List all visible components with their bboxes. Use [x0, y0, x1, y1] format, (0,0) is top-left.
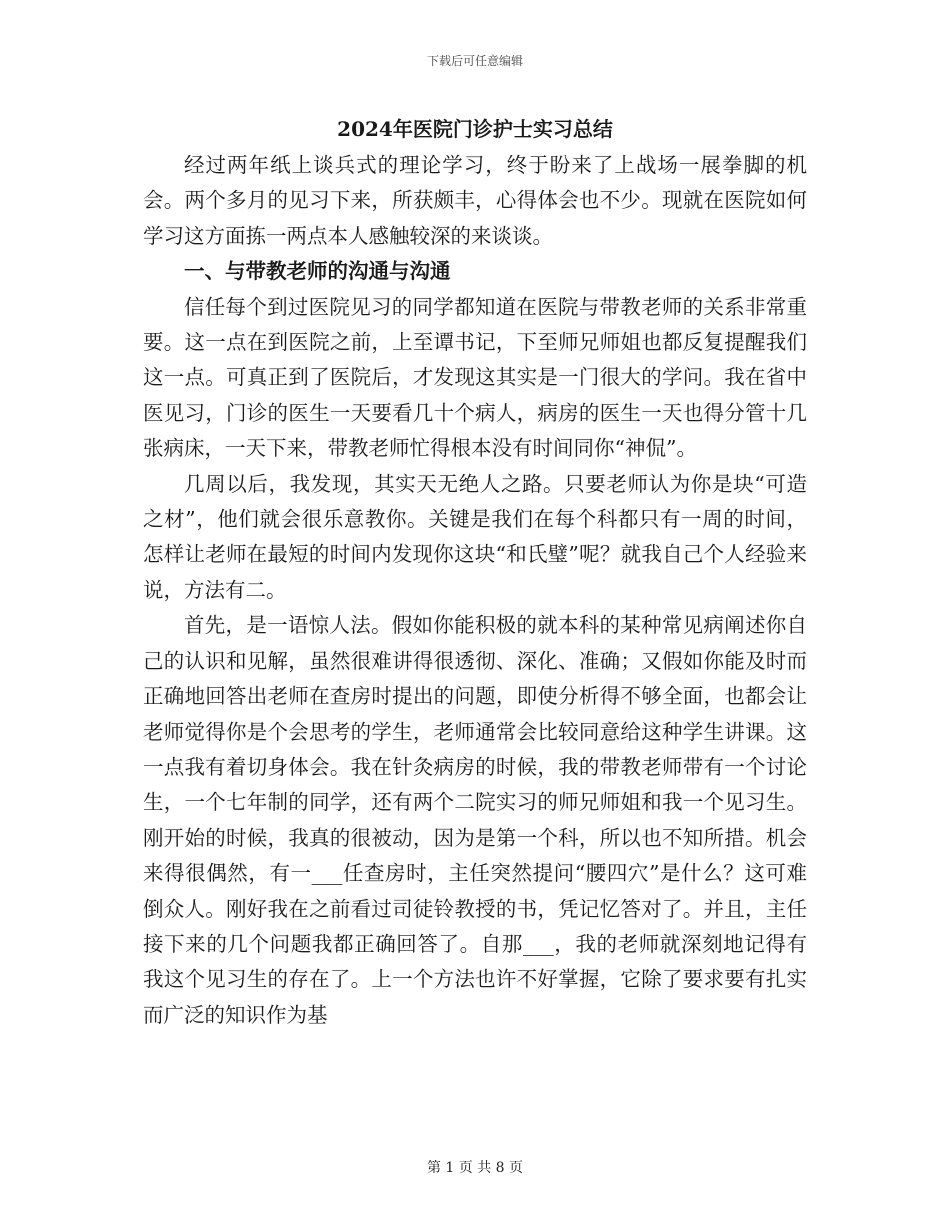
paragraph-intro: 经过两年纸上谈兵式的理论学习，终于盼来了上战场一展拳脚的机会。两个多月的见习下来，所获颇丰，心得体会也不少。现就在医院如何学习这方面拣一两点本人感触较深的来谈谈。: [143, 153, 807, 248]
document-title: 2024年医院门诊护士实习总结: [337, 117, 613, 141]
paragraph-method-one: 首先，是一语惊人法。假如你能积极的就本科的某种常见病阐述你自己的认识和见解，虽然很难讲得很透彻、深化、准确；又假如你能及时而正确地回答出老师在查房时提出的问题，即使分析得不够全面，也都会让老师觉得你是个会思考的学生，老师通常会比较同意给这种学生讲课。这一点我有着切身体会。我在针灸病房的时候，我的带教老师带有一个讨论生，一个七年制的同学，还有两个二院实习的师兄师姐和我一个见习生。刚开始的时候，我真的很被动，因为是第一个科，所以也不知所措。机会来得很偶然，有一___任查房时，主任突然提问“腰四穴”是什么？这可难倒众人。刚好我在之前看过司徒铃教授的书，凭记忆答对了。并且，主任接下来的几个问题我都正确回答了。自那___，我的老师就深刻地记得有我这个见习生的存在了。上一个方法也许不好掌握，它除了要求要有扎实而广泛的知识作为基: [143, 613, 807, 1027]
paragraph-discovery: 几周以后，我发现，其实天无绝人之路。只要老师认为你是块“可造之材”，他们就会很乐意教你。关键是我们在每个科都只有一周的时间，怎样让老师在最短的时间内发现你这块“和氏璧”呢？就我自己个人经验来说，方法有二。: [143, 471, 807, 602]
page-footer: 第 1 页 共 8 页: [426, 1160, 524, 1176]
section-heading: 一、与带教老师的沟通与沟通: [184, 259, 451, 284]
document-body: [143, 112, 807, 1033]
header-note: 下载后可任意编辑: [426, 54, 523, 68]
paragraph-teacher-relationship: 信任每个到过医院见习的同学都知道在医院与带教老师的关系非常重要。这一点在到医院之前，上至谭书记，下至师兄师姐也都反复提醒我们这一点。可真正到了医院后，才发现这其实是一门很大的学问。我在省中医见习，门诊的医生一天要看几十个病人，病房的医生一天也得分管十几张病床，一天下来，带教老师忙得根本没有时间同你“神侃”。: [143, 294, 807, 461]
